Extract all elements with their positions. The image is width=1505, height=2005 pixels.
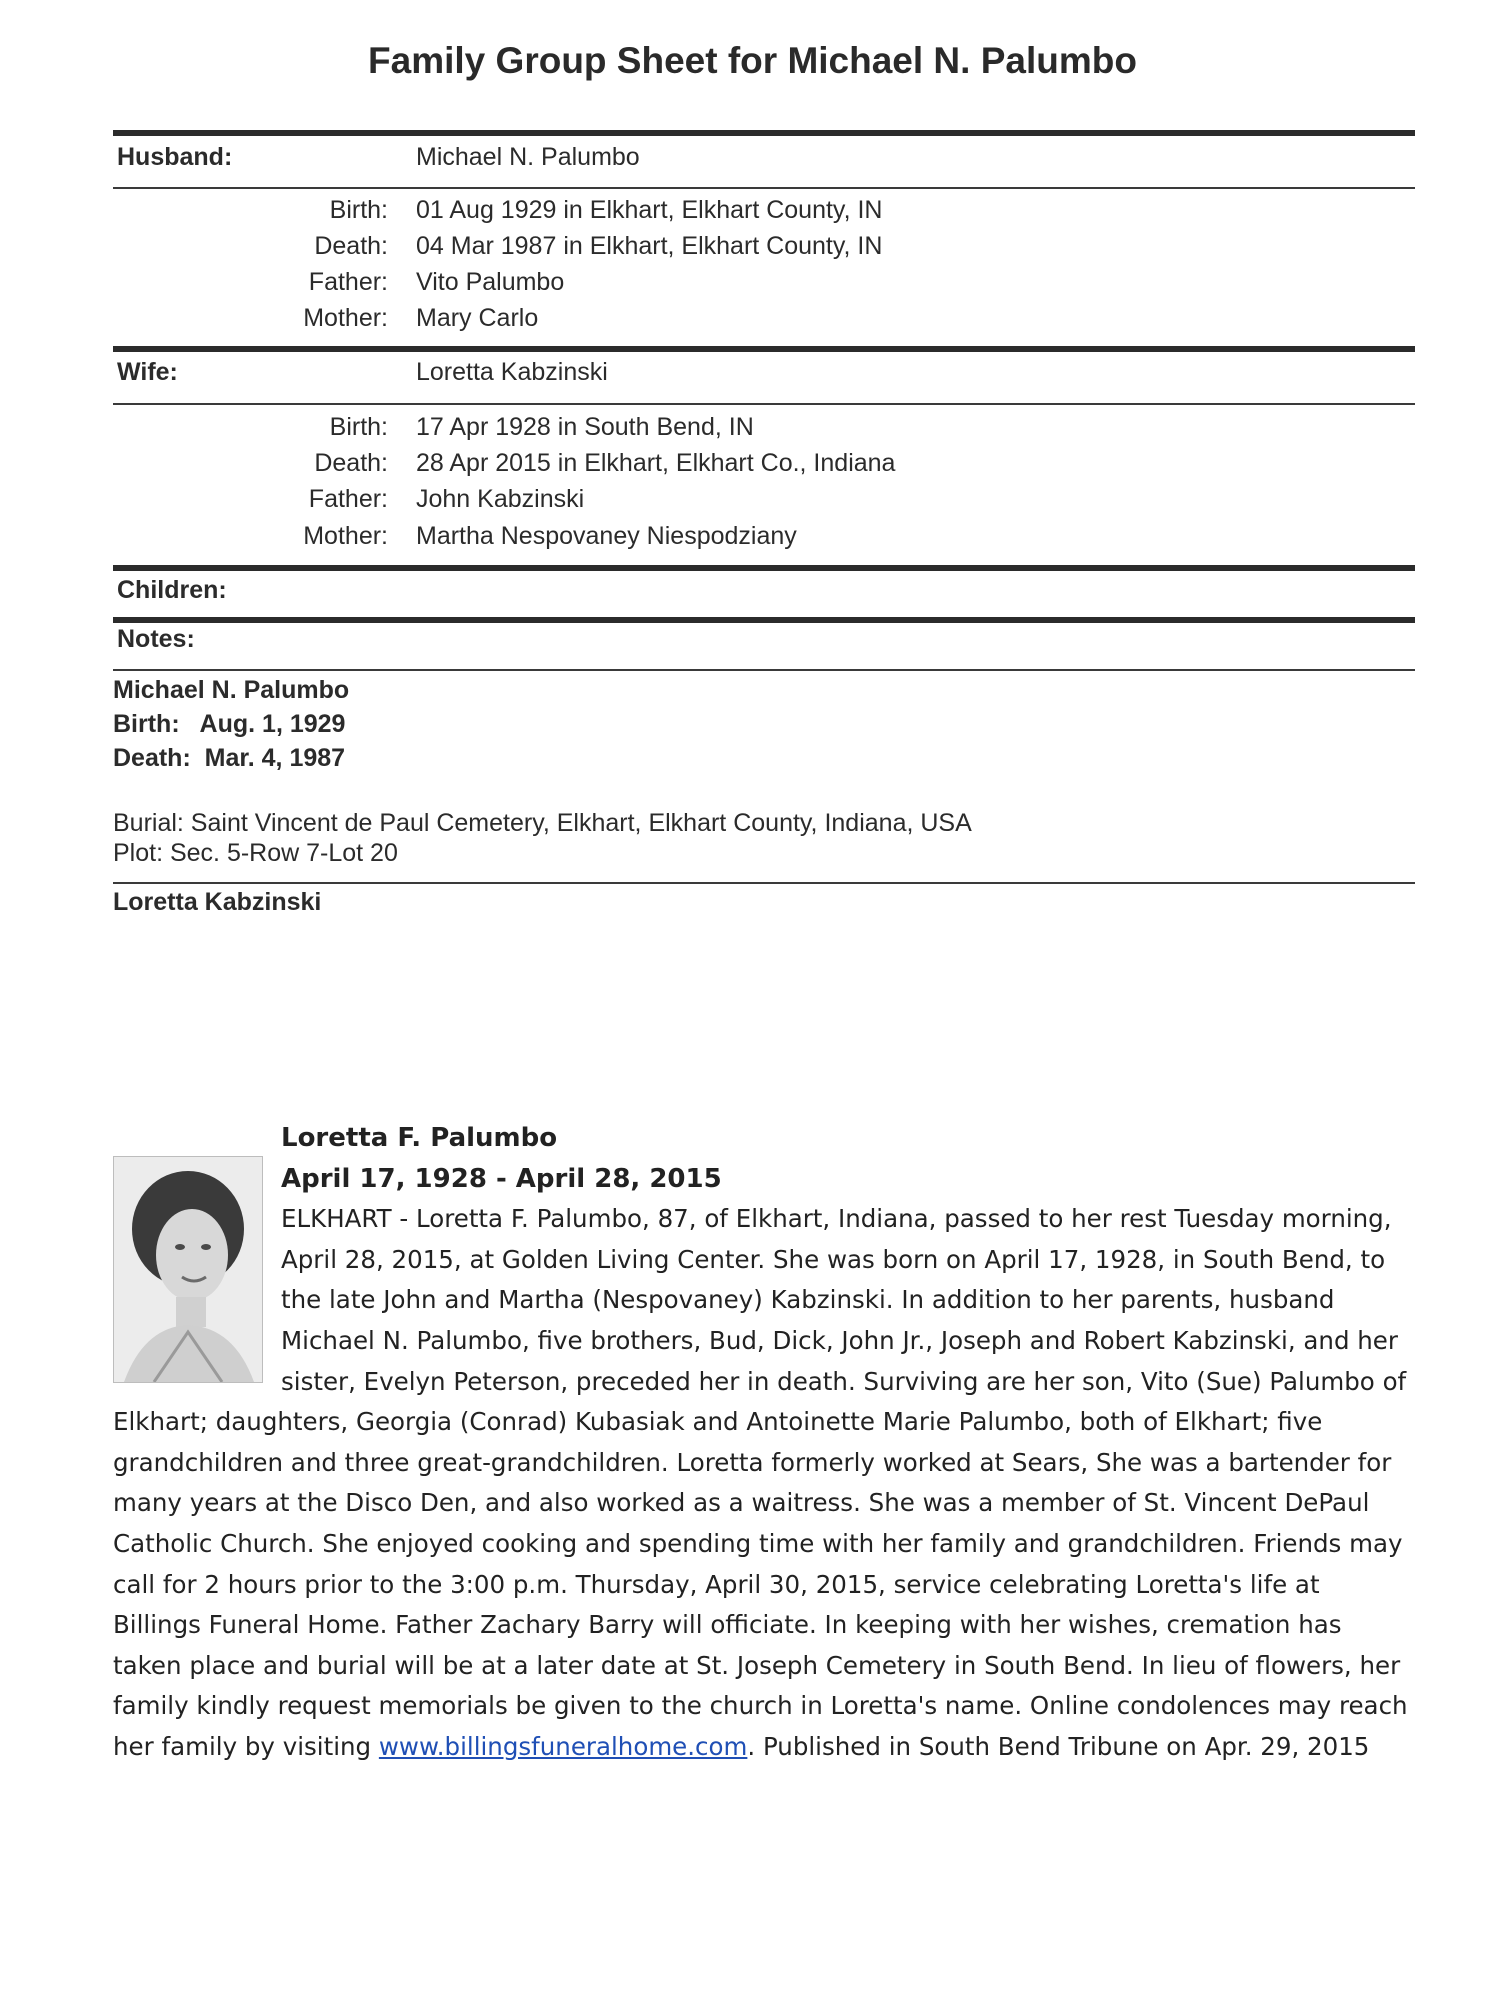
field-label: Mother:: [303, 522, 388, 550]
portrait-photo: [113, 1156, 263, 1383]
field-label: Death:: [314, 232, 388, 260]
section-divider: [113, 882, 1415, 884]
husband-birth-row: [113, 196, 1415, 230]
wife-name: Loretta Kabzinski: [416, 358, 608, 386]
wife-death-row: [113, 449, 1415, 483]
field-label: Father:: [308, 485, 388, 513]
field-value: Vito Palumbo: [416, 268, 565, 296]
notes-wife-name: Loretta Kabzinski: [113, 888, 322, 916]
section-divider: [113, 617, 1415, 623]
notes-plot: Plot: Sec. 5-Row 7-Lot 20: [113, 839, 398, 867]
funeral-home-link[interactable]: www.billingsfuneralhome.com: [378, 1731, 748, 1761]
wife-birth-row: [113, 413, 1415, 447]
notes-husband-death: Death: Mar. 4, 1987: [113, 744, 346, 772]
notes-husband-birth: Birth: Aug. 1, 1929: [113, 710, 346, 738]
wife-label: Wife:: [117, 358, 178, 386]
section-divider: [113, 130, 1415, 136]
section-divider: [113, 565, 1415, 571]
field-value: Martha Nespovaney Niespodziany: [416, 522, 797, 550]
obituary-text: ELKHART - Loretta F. Palumbo, 87, of Elkhart, Indiana, passed to her rest Tuesday morning, April 28, 2015, at Golden Living Center. She was born on April 17, 1928, in South Bend, to the late John and Martha (Nespovaney) Kabzinski. In addition to her parents, husband Michael N. Palumbo, five brothers, Bud, Dick, John Jr., Joseph and Robert Kabzinski, and her sister, Evelyn Peterson, preceded her in death. Surviving are her son, Vito (Sue) Palumbo of Elkhart; daughters, Georgia (Conrad) Kubasiak and Antoinette Marie Palumbo, both of Elkhart; five grandchildren and three great-grandchildren. Loretta formerly worked at Sears, She was a bartender for many years at the Disco Den, and also worked as a waitress. She was a member of St. Vincent DePaul Catholic Church. She enjoyed cooking and spending time with her family and grandchildren. Friends may call for 2 hours prior to the 3:00 p.m. Thursday, April 30, 2015, service celebrating Loretta's life at Billings Funeral Home. Father Zachary Barry will officiate. In keeping with her wishes, cremation has taken place and burial will be at a later date at St. Joseph Cemetery in South Bend. In lieu of flowers, her family kindly request memorials be given to the church in Loretta's name. Online condolences may reach her family by visiting: [113, 1204, 1408, 1761]
wife-father-row: [113, 485, 1415, 519]
field-label: Birth:: [329, 413, 388, 441]
field-label: Death:: [314, 449, 388, 477]
field-value: Mary Carlo: [416, 304, 539, 332]
notes-label: Notes:: [117, 625, 195, 653]
field-label: Birth:: [329, 196, 388, 224]
wife-mother-row: [113, 522, 1415, 556]
field-label: Mother:: [303, 304, 388, 332]
children-label: Children:: [117, 576, 227, 604]
obituary-clipping: [113, 1118, 1413, 1768]
section-divider: [113, 403, 1415, 405]
notes-husband-name: Michael N. Palumbo: [113, 676, 350, 704]
notes-husband-block: [113, 676, 349, 778]
obituary-body: [113, 1199, 1413, 1767]
husband-name: Michael N. Palumbo: [416, 143, 640, 171]
field-value: 01 Aug 1929 in Elkhart, Elkhart County, IN: [416, 196, 883, 224]
field-label: Father:: [308, 268, 388, 296]
obituary-name: Loretta F. Palumbo: [281, 1123, 558, 1153]
husband-father-row: [113, 268, 1415, 302]
page-title: Family Group Sheet for Michael N. Palumbo: [368, 40, 1137, 81]
husband-death-row: [113, 232, 1415, 266]
notes-burial: Burial: Saint Vincent de Paul Cemetery, Elkhart, Elkhart County, Indiana, USA: [113, 809, 972, 837]
husband-mother-row: [113, 304, 1415, 338]
section-divider: [113, 346, 1415, 352]
section-divider: [113, 187, 1415, 189]
field-value: John Kabzinski: [416, 485, 585, 513]
obituary-dates: April 17, 1928 - April 28, 2015: [281, 1163, 722, 1194]
field-value: 28 Apr 2015 in Elkhart, Elkhart Co., Indiana: [416, 449, 896, 477]
notes-burial-block: [113, 809, 972, 873]
field-value: 04 Mar 1987 in Elkhart, Elkhart County, IN: [416, 232, 883, 260]
section-divider: [113, 669, 1415, 671]
field-value: 17 Apr 1928 in South Bend, IN: [416, 413, 754, 441]
husband-label: Husband:: [117, 143, 233, 171]
obituary-text-end: . Published in South Bend Tribune on Apr. 29, 2015: [747, 1731, 1370, 1761]
portrait-image: [114, 1157, 262, 1382]
